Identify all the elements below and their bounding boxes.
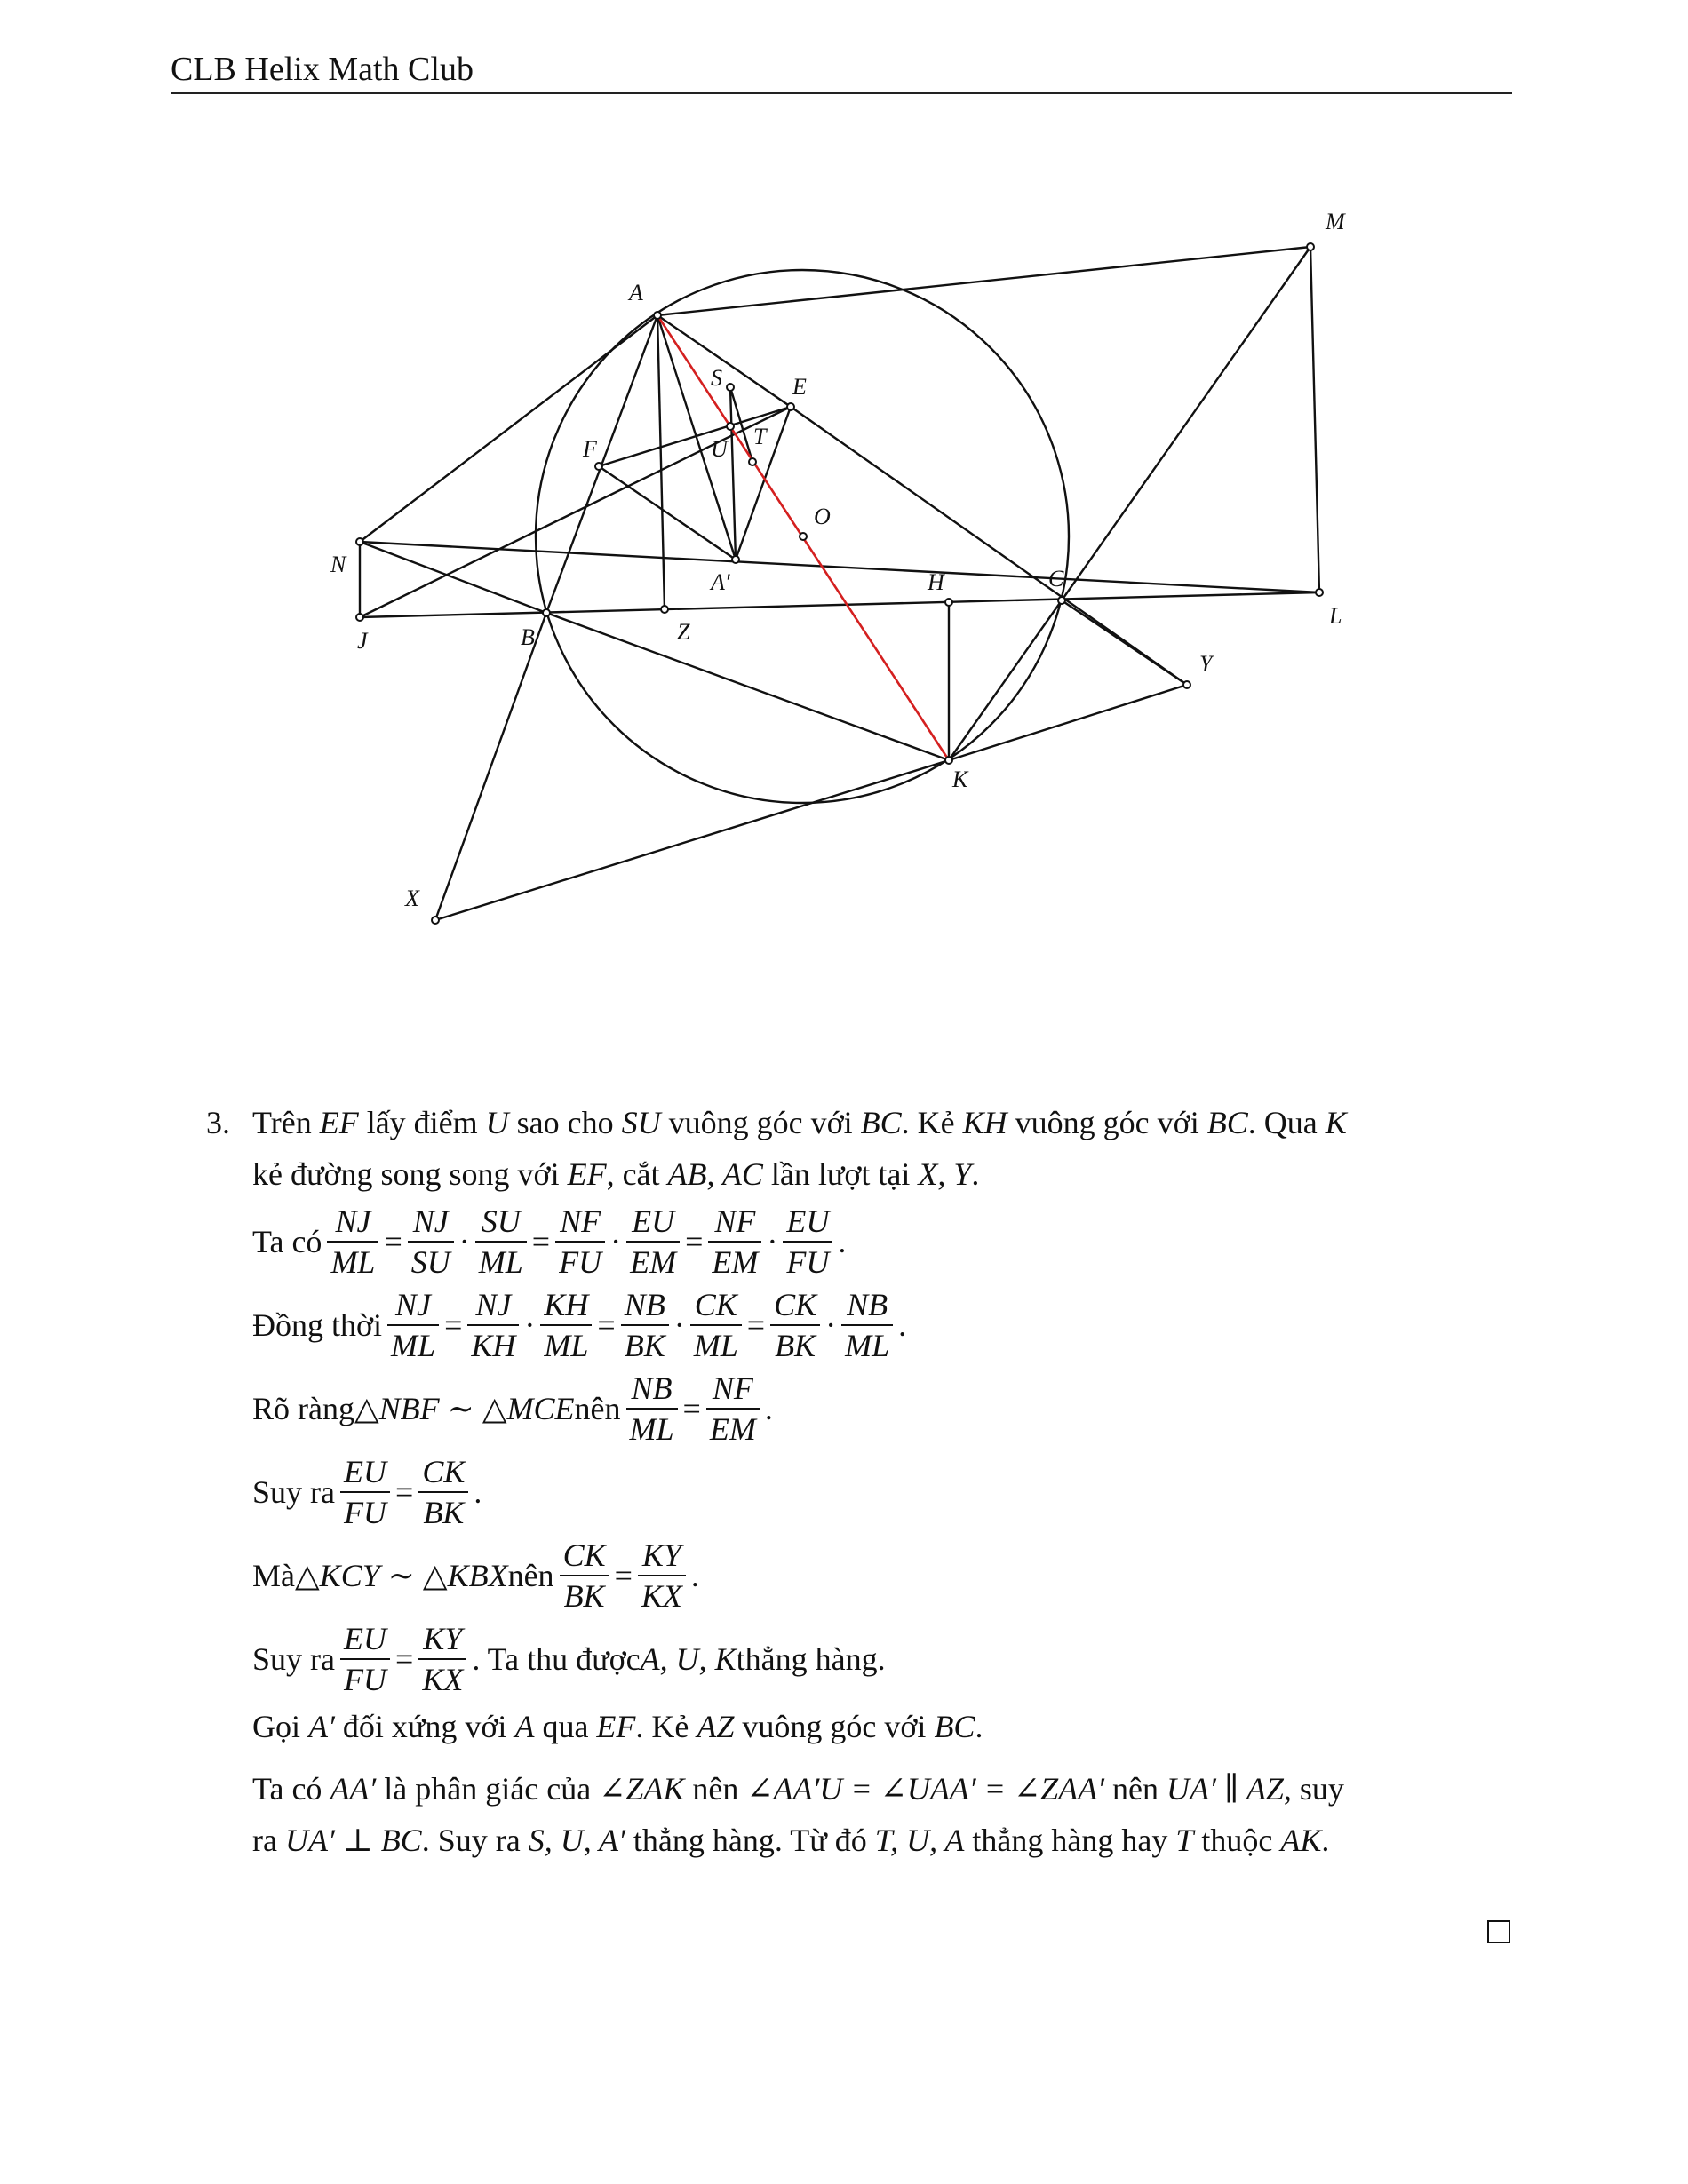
line-CK bbox=[949, 600, 1062, 760]
line-CY bbox=[1062, 600, 1187, 685]
text-line-10: Ta có AA′ là phân giác của ∠ZAK nên ∠AA′U = ∠UAA′ = ∠ZAA′ nên UA′ ∥ AZ, suy bbox=[252, 1771, 1344, 1807]
label-S: S bbox=[711, 365, 722, 391]
qed-square-icon bbox=[1487, 1920, 1510, 1943]
label-X: X bbox=[405, 886, 419, 911]
label-B: B bbox=[521, 624, 535, 650]
label-A: A bbox=[629, 280, 643, 306]
line-XK bbox=[435, 760, 949, 920]
item-line-1: 3. Trên EF lấy điểm U sao cho SU vuông góc với BC. Kẻ KH vuông góc với BC. Qua K bbox=[206, 1097, 1512, 1148]
geometry-figure bbox=[0, 0, 1688, 977]
line-FA1 bbox=[599, 466, 736, 560]
line-BK bbox=[546, 613, 949, 760]
line-NL bbox=[360, 542, 1319, 592]
line-MC bbox=[1062, 247, 1310, 600]
label-A-prime: A′ bbox=[711, 569, 730, 595]
label-Y: Y bbox=[1199, 651, 1213, 677]
solution-body bbox=[206, 1097, 1512, 1866]
line-AZ bbox=[657, 315, 665, 609]
label-T: T bbox=[753, 424, 767, 449]
label-N: N bbox=[330, 552, 346, 577]
item-line-2: kẻ đường song song với EF, cắt AB, AC lần lượt tại X, Y. bbox=[252, 1156, 980, 1192]
header-title: CLB Helix Math Club bbox=[171, 51, 474, 88]
label-K: K bbox=[952, 766, 968, 792]
item-number: 3. bbox=[206, 1105, 230, 1140]
text-line-11: ra UA′ ⊥ BC. Suy ra S, U, A′ thẳng hàng. Từ đó T, U, A thẳng hàng hay T thuộc AK. bbox=[252, 1823, 1330, 1858]
label-F: F bbox=[583, 436, 597, 462]
line-NB bbox=[360, 542, 546, 613]
label-H: H bbox=[928, 569, 944, 595]
label-Z: Z bbox=[677, 619, 690, 645]
line-ML bbox=[1310, 247, 1319, 592]
equation-2: Đồng thời $\frac{NJ}{ML}$ = $\frac{NJ}{KH}$ · $\frac{KH}{ML}$ = $\frac{NB}{BK}$ · $\frac{CK}{ML}$ = $\frac{CK}{BK}$ · $\frac{NB}{ML}$ . bbox=[252, 1287, 907, 1363]
equation-4: Suy ra $\frac{EU}{FU}$ = $\frac{CK}{BK}$ . bbox=[252, 1454, 482, 1530]
label-O: O bbox=[814, 504, 831, 529]
equation-1: Ta có $\frac{NJ}{ML}$ = $\frac{NJ}{SU}$ · $\frac{SU}{ML}$ = $\frac{NF}{FU}$ · $\frac{EU}{EM}$ = $\frac{NF}{EM}$ · $\frac{EU}{FU}$ . bbox=[252, 1203, 847, 1280]
label-M: M bbox=[1326, 209, 1345, 234]
label-L: L bbox=[1329, 603, 1342, 629]
label-J: J bbox=[357, 628, 368, 654]
line-AE bbox=[657, 315, 791, 407]
line-AM bbox=[657, 247, 1310, 315]
label-C: C bbox=[1048, 566, 1064, 592]
equation-6: Suy ra $\frac{EU}{FU}$ = $\frac{KY}{KX}$ . Ta thu được A, U, K thẳng hàng. bbox=[252, 1621, 886, 1697]
equation-5: Mà △KCY ∼ △KBX nên $\frac{CK}{BK}$ = $\frac{KY}{KX}$ . bbox=[252, 1537, 699, 1614]
label-E: E bbox=[792, 374, 807, 400]
line-KY bbox=[949, 685, 1187, 760]
text-line-9: Gọi A′ đối xứng với A qua EF. Kẻ AZ vuông góc với BC. bbox=[252, 1709, 983, 1744]
line-SA1 bbox=[730, 387, 736, 560]
equation-3: Rõ ràng △NBF ∼ △MCE nên $\frac{NB}{ML}$ = $\frac{NF}{EM}$ . bbox=[252, 1370, 773, 1447]
label-U: U bbox=[711, 436, 728, 462]
line-EY bbox=[791, 407, 1187, 685]
line-AN bbox=[360, 315, 657, 542]
line-BX bbox=[435, 613, 546, 920]
